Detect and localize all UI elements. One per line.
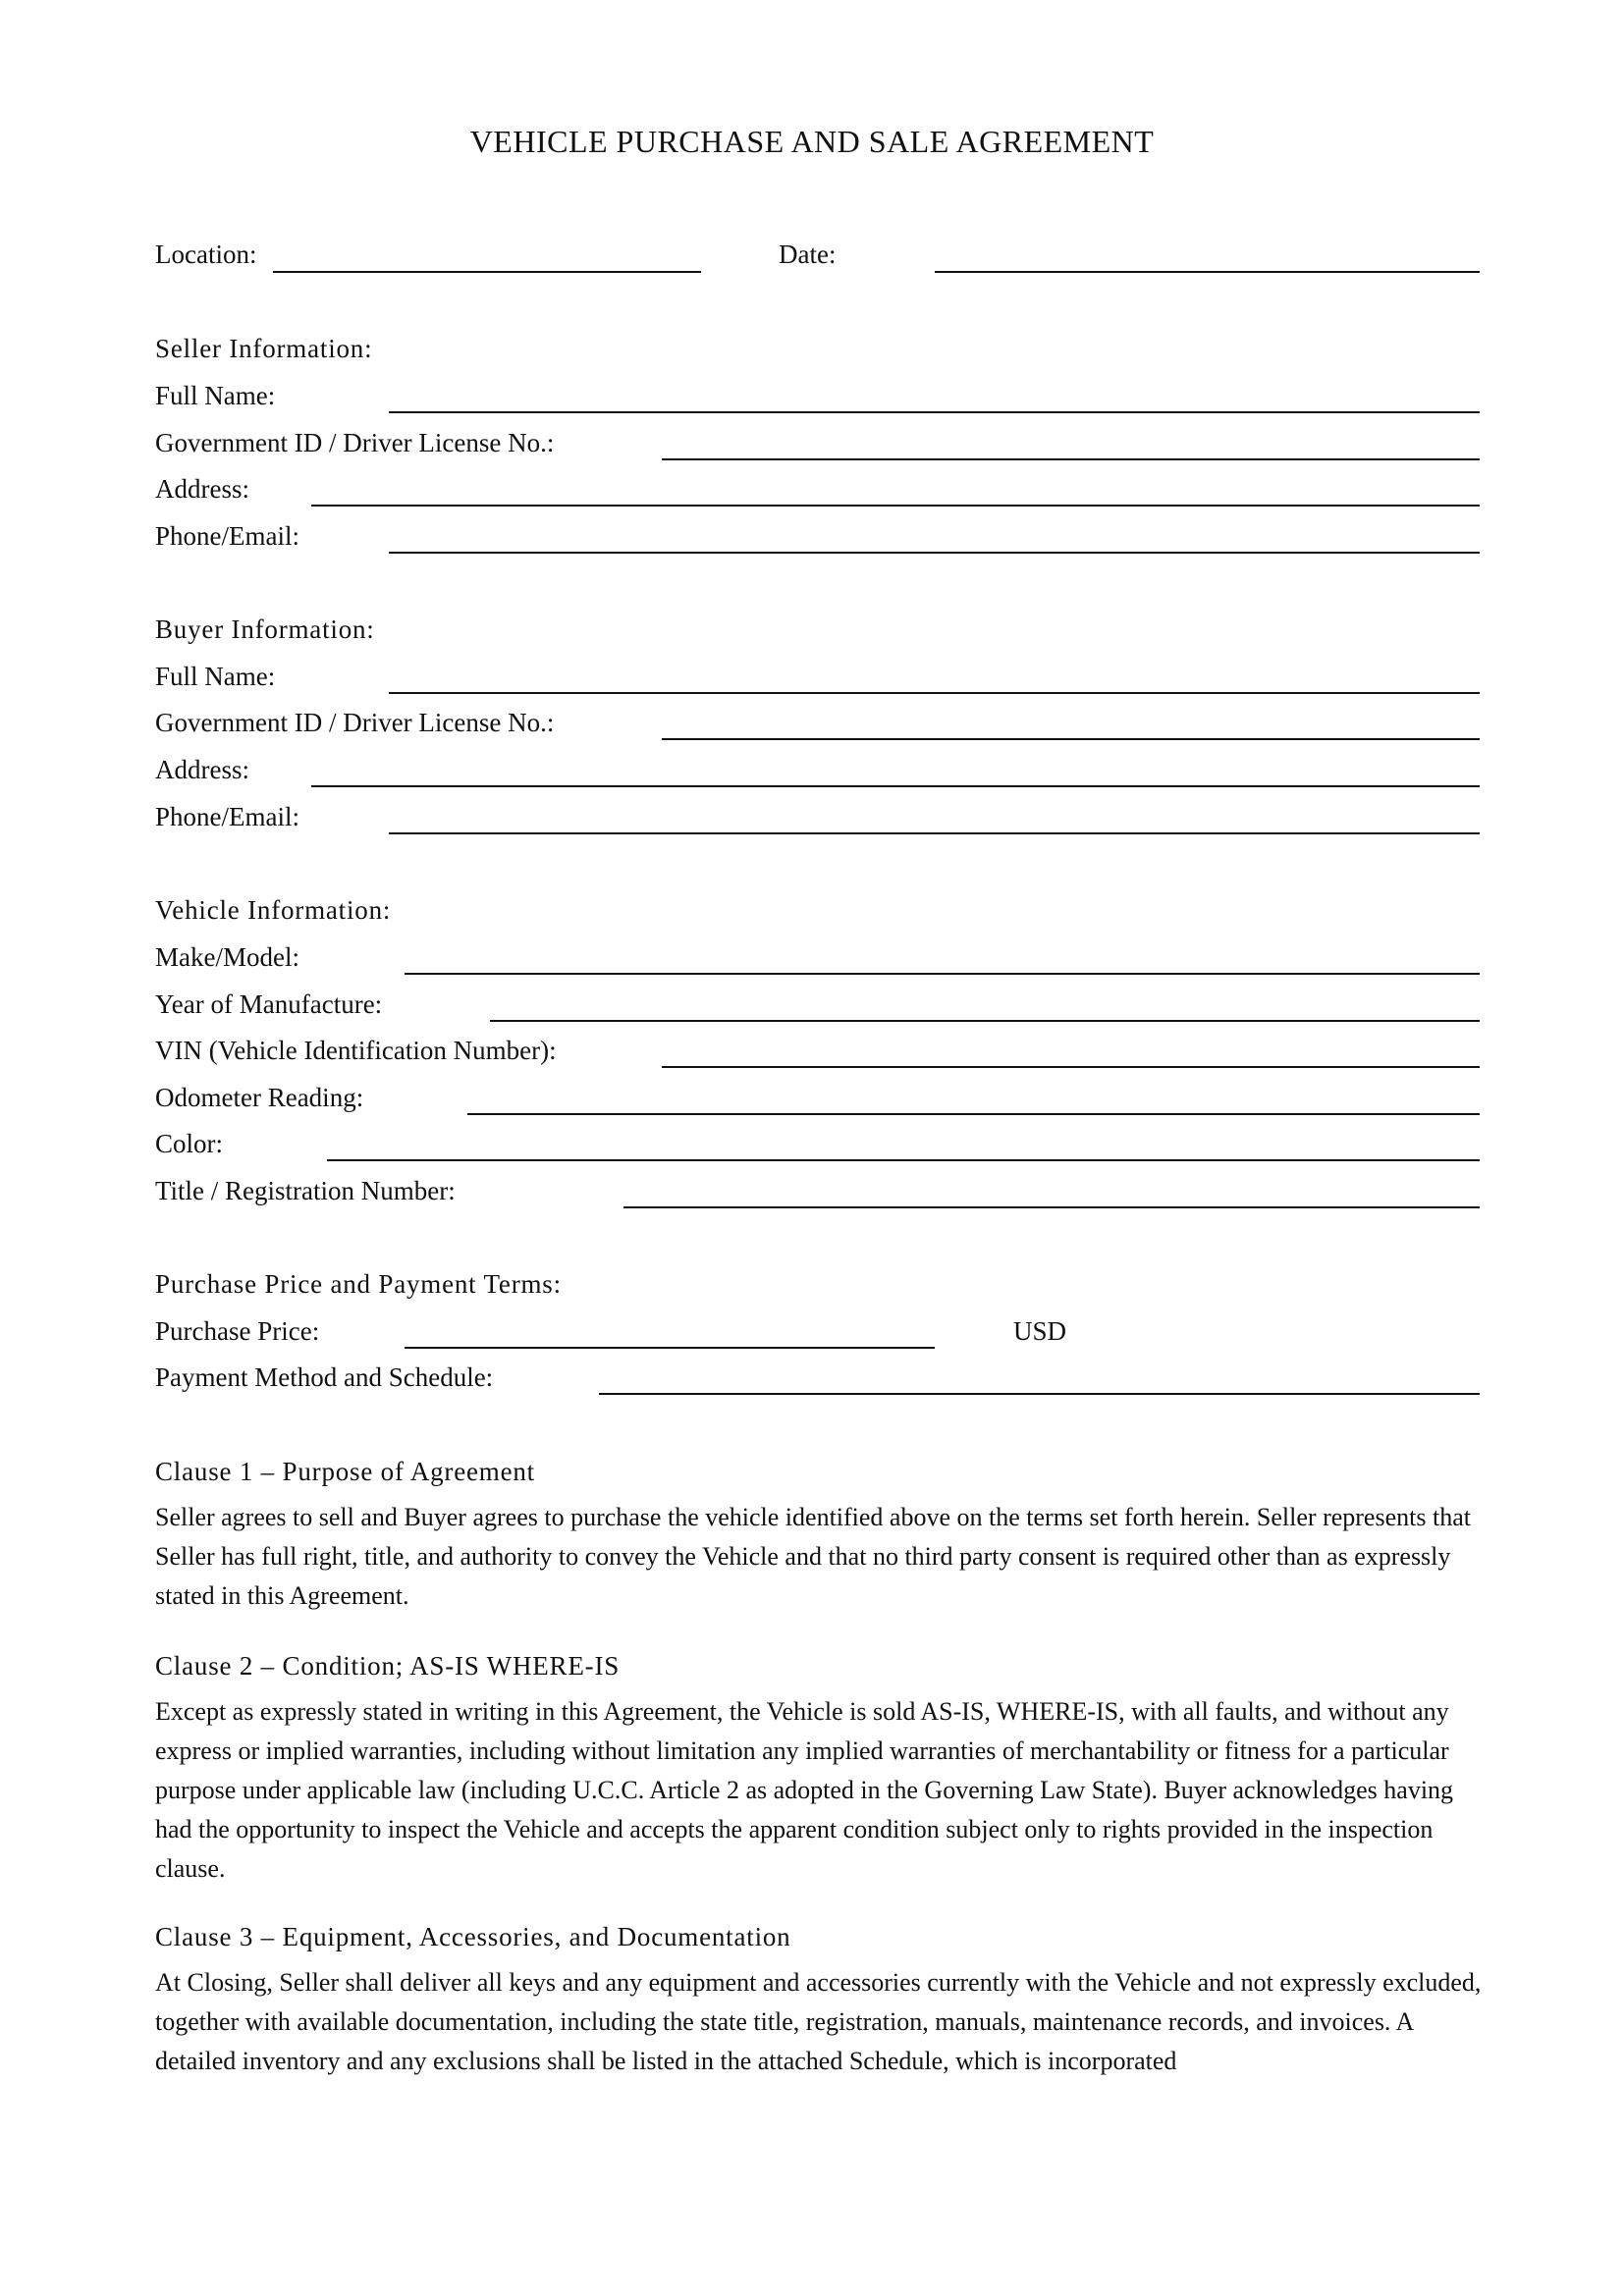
buyer-phone-email-field[interactable]: [389, 832, 1480, 834]
buyer-gov-id-label: Government ID / Driver License No.:: [155, 708, 555, 737]
year-label: Year of Manufacture:: [155, 989, 383, 1019]
date-field[interactable]: [935, 271, 1480, 273]
seller-gov-id-field[interactable]: [662, 458, 1480, 460]
buyer-address-field[interactable]: [311, 785, 1480, 787]
clause-2-heading: Clause 2 – Condition; AS-IS WHERE-IS: [155, 1651, 621, 1681]
seller-address-label: Address:: [155, 474, 249, 504]
vehicle-heading: Vehicle Information:: [155, 895, 392, 925]
seller-phone-email-field[interactable]: [389, 552, 1480, 554]
location-field[interactable]: [273, 271, 701, 273]
date-label: Date:: [779, 240, 837, 269]
currency-label: USD: [1013, 1316, 1067, 1346]
title-reg-field[interactable]: [623, 1206, 1480, 1208]
vin-label: VIN (Vehicle Identification Number):: [155, 1036, 557, 1065]
title-reg-label: Title / Registration Number:: [155, 1176, 456, 1205]
purchase-price-field[interactable]: [405, 1347, 935, 1349]
odometer-field[interactable]: [467, 1113, 1480, 1115]
seller-heading: Seller Information:: [155, 334, 373, 363]
location-label: Location:: [155, 240, 257, 269]
buyer-full-name-label: Full Name:: [155, 662, 276, 691]
clause-3-text: At Closing, Seller shall deliver all keys and any equipment and accessories currently with the Vehicle and not expressly excluded, together with available documentation, including the state title, registration, manuals, maintenance records, and invoices. A detailed inventory and any exclusions shall be listed in the attached Schedule, which is incorporated: [155, 1968, 1482, 2075]
color-label: Color:: [155, 1129, 224, 1158]
buyer-address-label: Address:: [155, 755, 249, 784]
vin-field[interactable]: [662, 1066, 1480, 1068]
seller-full-name-label: Full Name:: [155, 381, 276, 410]
buyer-phone-email-label: Phone/Email:: [155, 802, 299, 831]
buyer-gov-id-field[interactable]: [662, 738, 1480, 740]
clause-1-heading: Clause 1 – Purpose of Agreement: [155, 1457, 535, 1486]
color-field[interactable]: [327, 1159, 1480, 1161]
odometer-label: Odometer Reading:: [155, 1083, 364, 1112]
seller-phone-email-label: Phone/Email:: [155, 521, 299, 551]
seller-address-field[interactable]: [311, 505, 1480, 507]
make-model-field[interactable]: [405, 973, 1480, 975]
clause-1-text: Seller agrees to sell and Buyer agrees to purchase the vehicle identified above on the terms set forth herein. Seller represents that Seller has full right, title, and authority to convey the Vehicle and that no third party consent is required other than as expressly stated in this Agreement.: [155, 1503, 1471, 1610]
make-model-label: Make/Model:: [155, 942, 299, 972]
document-title: VEHICLE PURCHASE AND SALE AGREEMENT: [469, 124, 1155, 159]
buyer-full-name-field[interactable]: [389, 692, 1480, 694]
year-field[interactable]: [490, 1020, 1480, 1022]
payment-heading: Purchase Price and Payment Terms:: [155, 1269, 562, 1299]
clause-2-text: Except as expressly stated in writing in this Agreement, the Vehicle is sold AS-IS, WHERE-IS, with all faults, and without any express or implied warranties, including without limitation any implied warranties of merchantability or fitness for a particular purpose under applicable law (including U.C.C. Article 2 as adopted in the Governing Law State). Buyer acknowledges having had the opportunity to inspect the Vehicle and accepts the apparent condition subject only to rights provided in the inspection clause.: [155, 1697, 1454, 1883]
payment-method-field[interactable]: [599, 1393, 1480, 1395]
seller-full-name-field[interactable]: [389, 411, 1480, 413]
seller-gov-id-label: Government ID / Driver License No.:: [155, 428, 555, 457]
buyer-heading: Buyer Information:: [155, 614, 375, 644]
purchase-price-label: Purchase Price:: [155, 1316, 320, 1346]
clause-3-heading: Clause 3 – Equipment, Accessories, and Documentation: [155, 1922, 791, 1951]
payment-method-label: Payment Method and Schedule:: [155, 1362, 494, 1392]
